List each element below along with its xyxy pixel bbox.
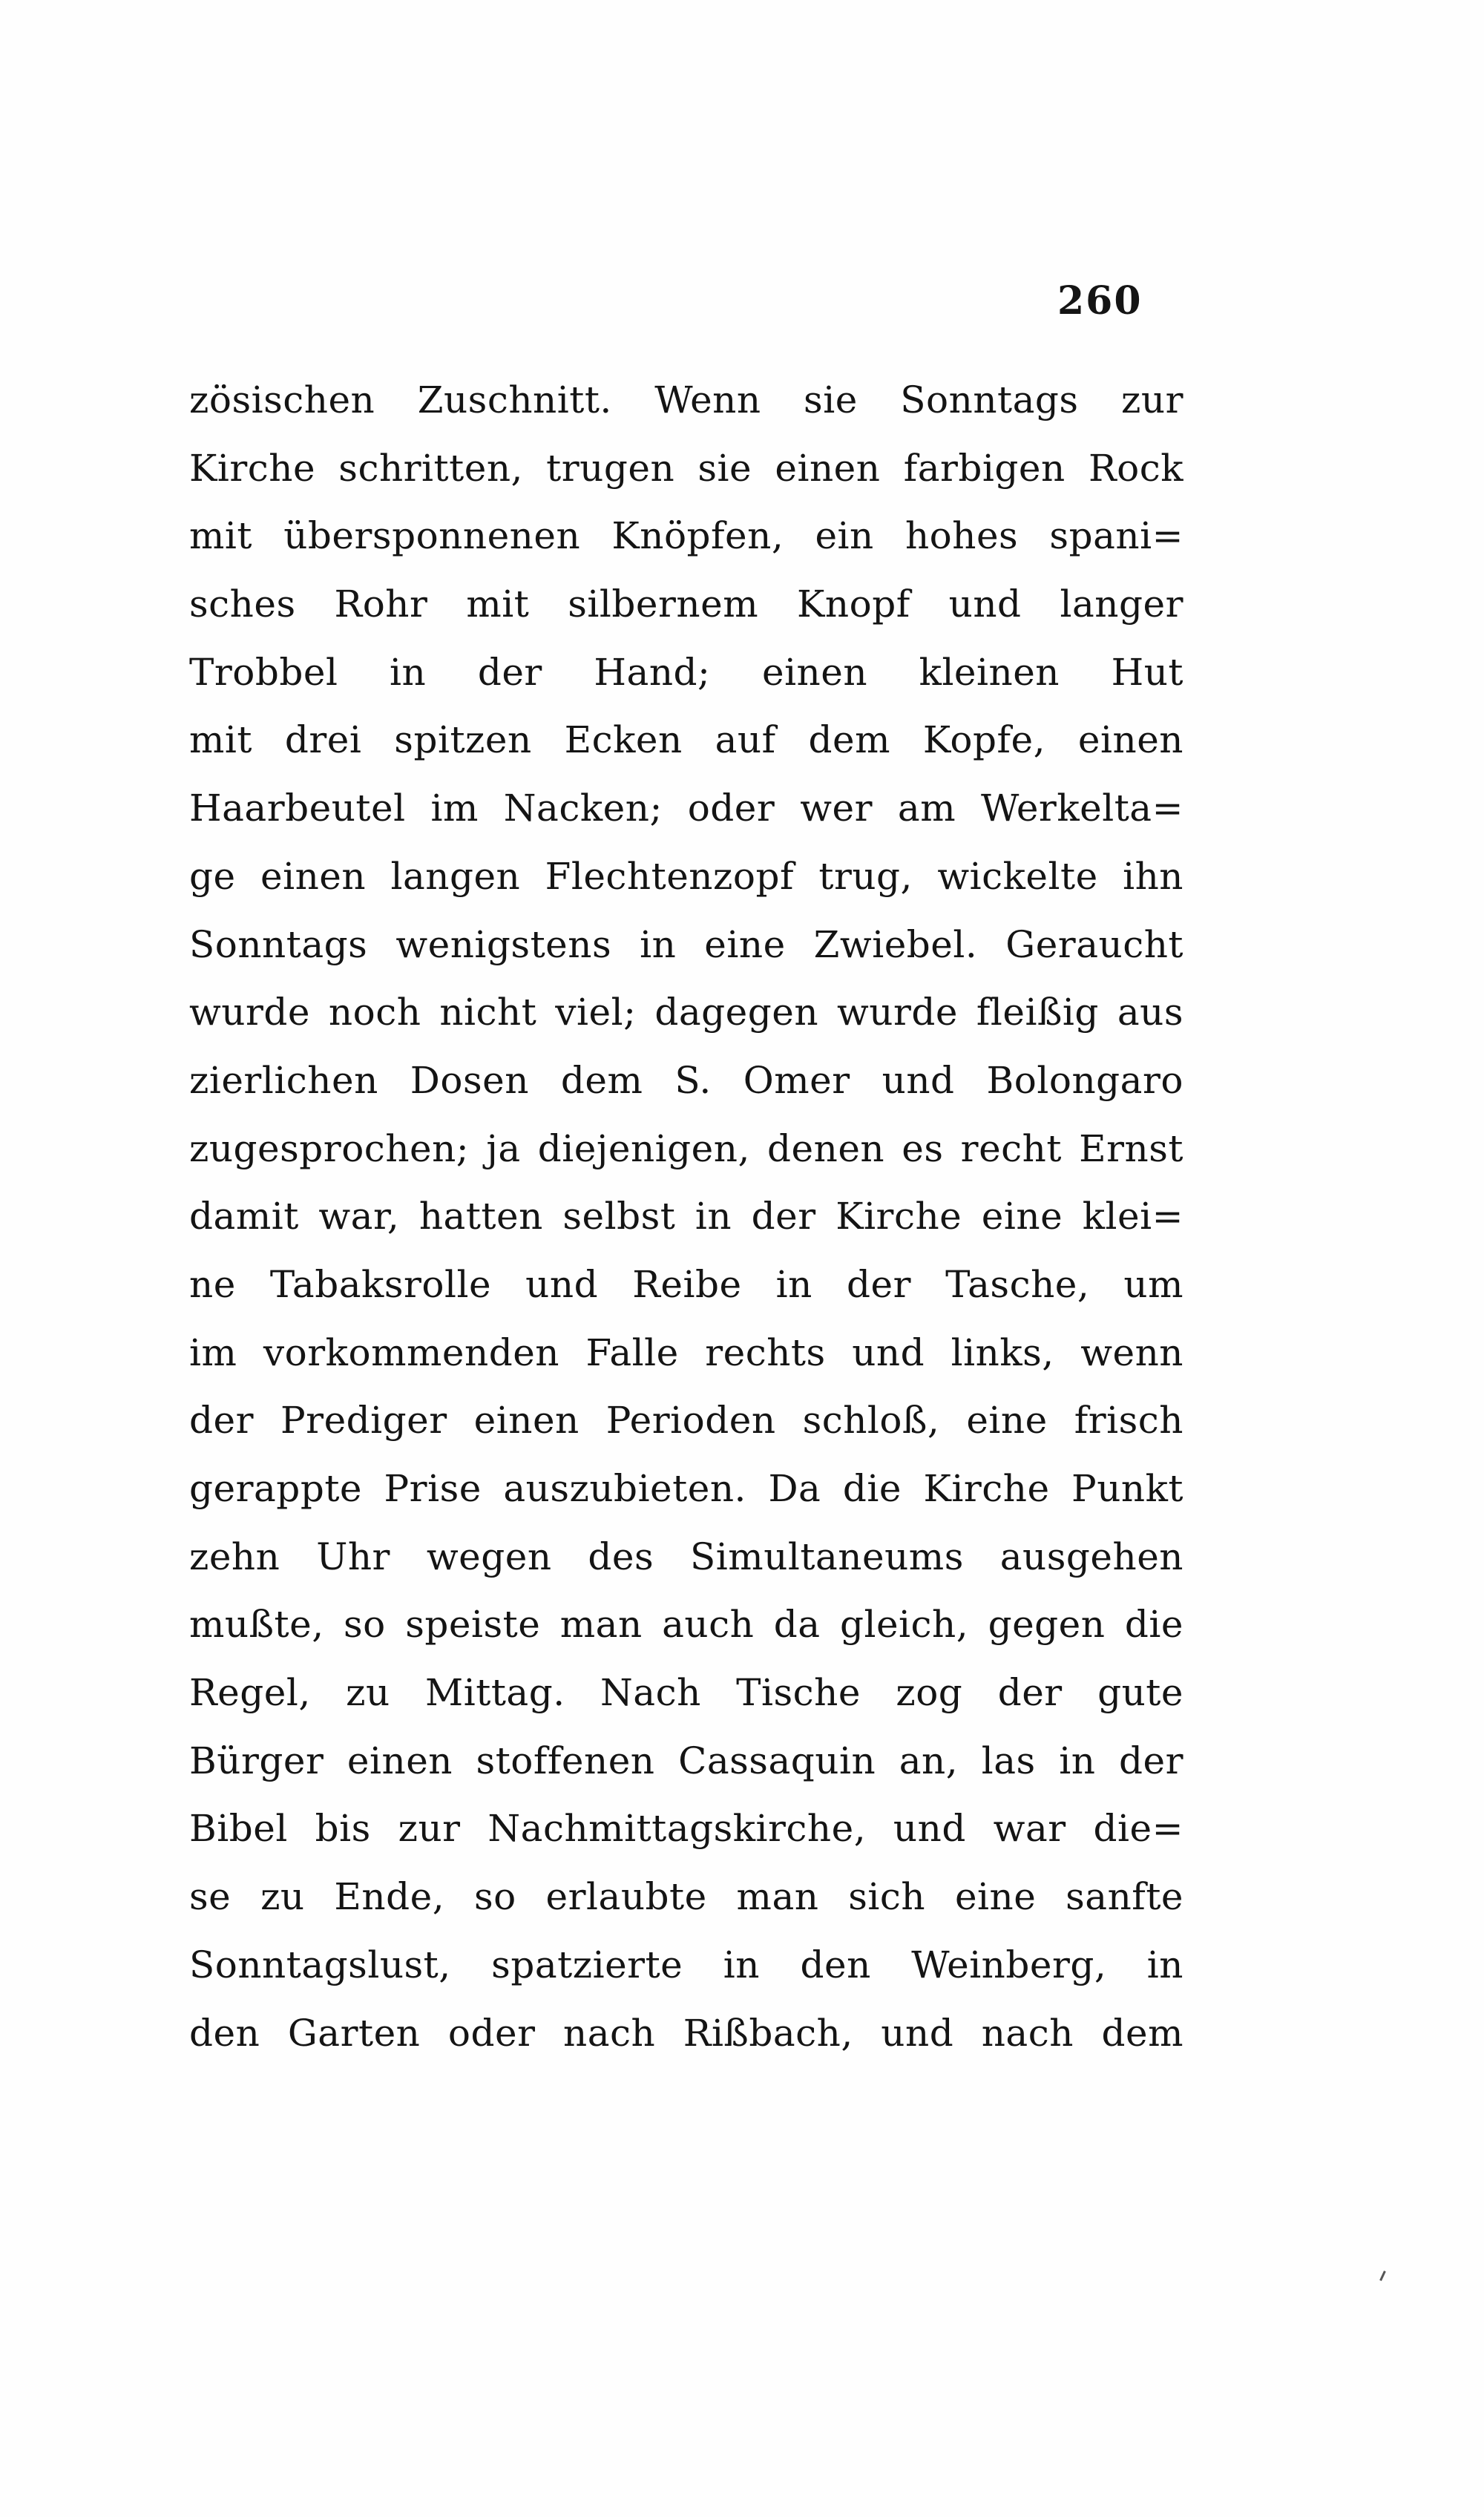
paper-speck <box>1379 2271 1386 2281</box>
text-line: Bibel bis zur Nachmittagskirche, und war die= <box>189 1807 1183 1851</box>
text-line: Sonntagslust, spatzierte in den Weinberg, in <box>189 1943 1183 1986</box>
text-line: mußte, so speiste man auch da gleich, gegen die <box>189 1603 1183 1647</box>
text-line: zugesprochen; ja diejenigen, denen es recht Ernst <box>189 1126 1183 1170</box>
text-line: zehn Uhr wegen des Simultaneums ausgehen <box>189 1535 1183 1578</box>
text-line: Bürger einen stoffenen Cassaquin an, las in der <box>189 1739 1183 1782</box>
text-line: im vorkommenden Falle rechts und links, wenn <box>189 1330 1183 1374</box>
text-line: damit war, hatten selbst in der Kirche eine klei= <box>189 1195 1183 1238</box>
body-text <box>189 367 1183 2067</box>
text-line: Sonntags wenigstens in eine Zwiebel. Geraucht <box>189 922 1183 966</box>
text-line: sches Rohr mit silbernem Knopf und langer <box>189 583 1183 626</box>
text-line: mit übersponnenen Knöpfen, ein hohes spani= <box>189 514 1183 558</box>
text-line: se zu Ende, so erlaubte man sich eine sanfte <box>189 1875 1183 1919</box>
text-line: den Garten oder nach Rißbach, und nach dem <box>189 2011 1183 2055</box>
text-line: ge einen langen Flechtenzopf trug, wickelte ihn <box>189 854 1183 898</box>
text-line: Kirche schritten, trugen sie einen farbigen Rock <box>189 446 1183 490</box>
text-line: ne Tabaksrolle und Reibe in der Tasche, um <box>189 1262 1183 1306</box>
text-line: Haarbeutel im Nacken; oder wer am Werkelta= <box>189 787 1183 830</box>
text-line: wurde noch nicht viel; dagegen wurde fleißig aus <box>189 991 1183 1034</box>
text-line: Trobbel in der Hand; einen kleinen Hut <box>189 650 1183 694</box>
text-line: der Prediger einen Perioden schloß, eine frisch <box>189 1399 1183 1443</box>
text-line: gerappte Prise auszubieten. Da die Kirche Punkt <box>189 1467 1183 1510</box>
text-line: mit drei spitzen Ecken auf dem Kopfe, einen <box>189 718 1183 762</box>
text-line: Regel, zu Mittag. Nach Tische zog der gute <box>189 1671 1183 1715</box>
text-line: zierlichen Dosen dem S. Omer und Bolongaro <box>189 1058 1183 1102</box>
text-line: zösischen Zuschnitt. Wenn sie Sonntags zur <box>189 378 1183 421</box>
page-number: 260 <box>1057 278 1143 324</box>
